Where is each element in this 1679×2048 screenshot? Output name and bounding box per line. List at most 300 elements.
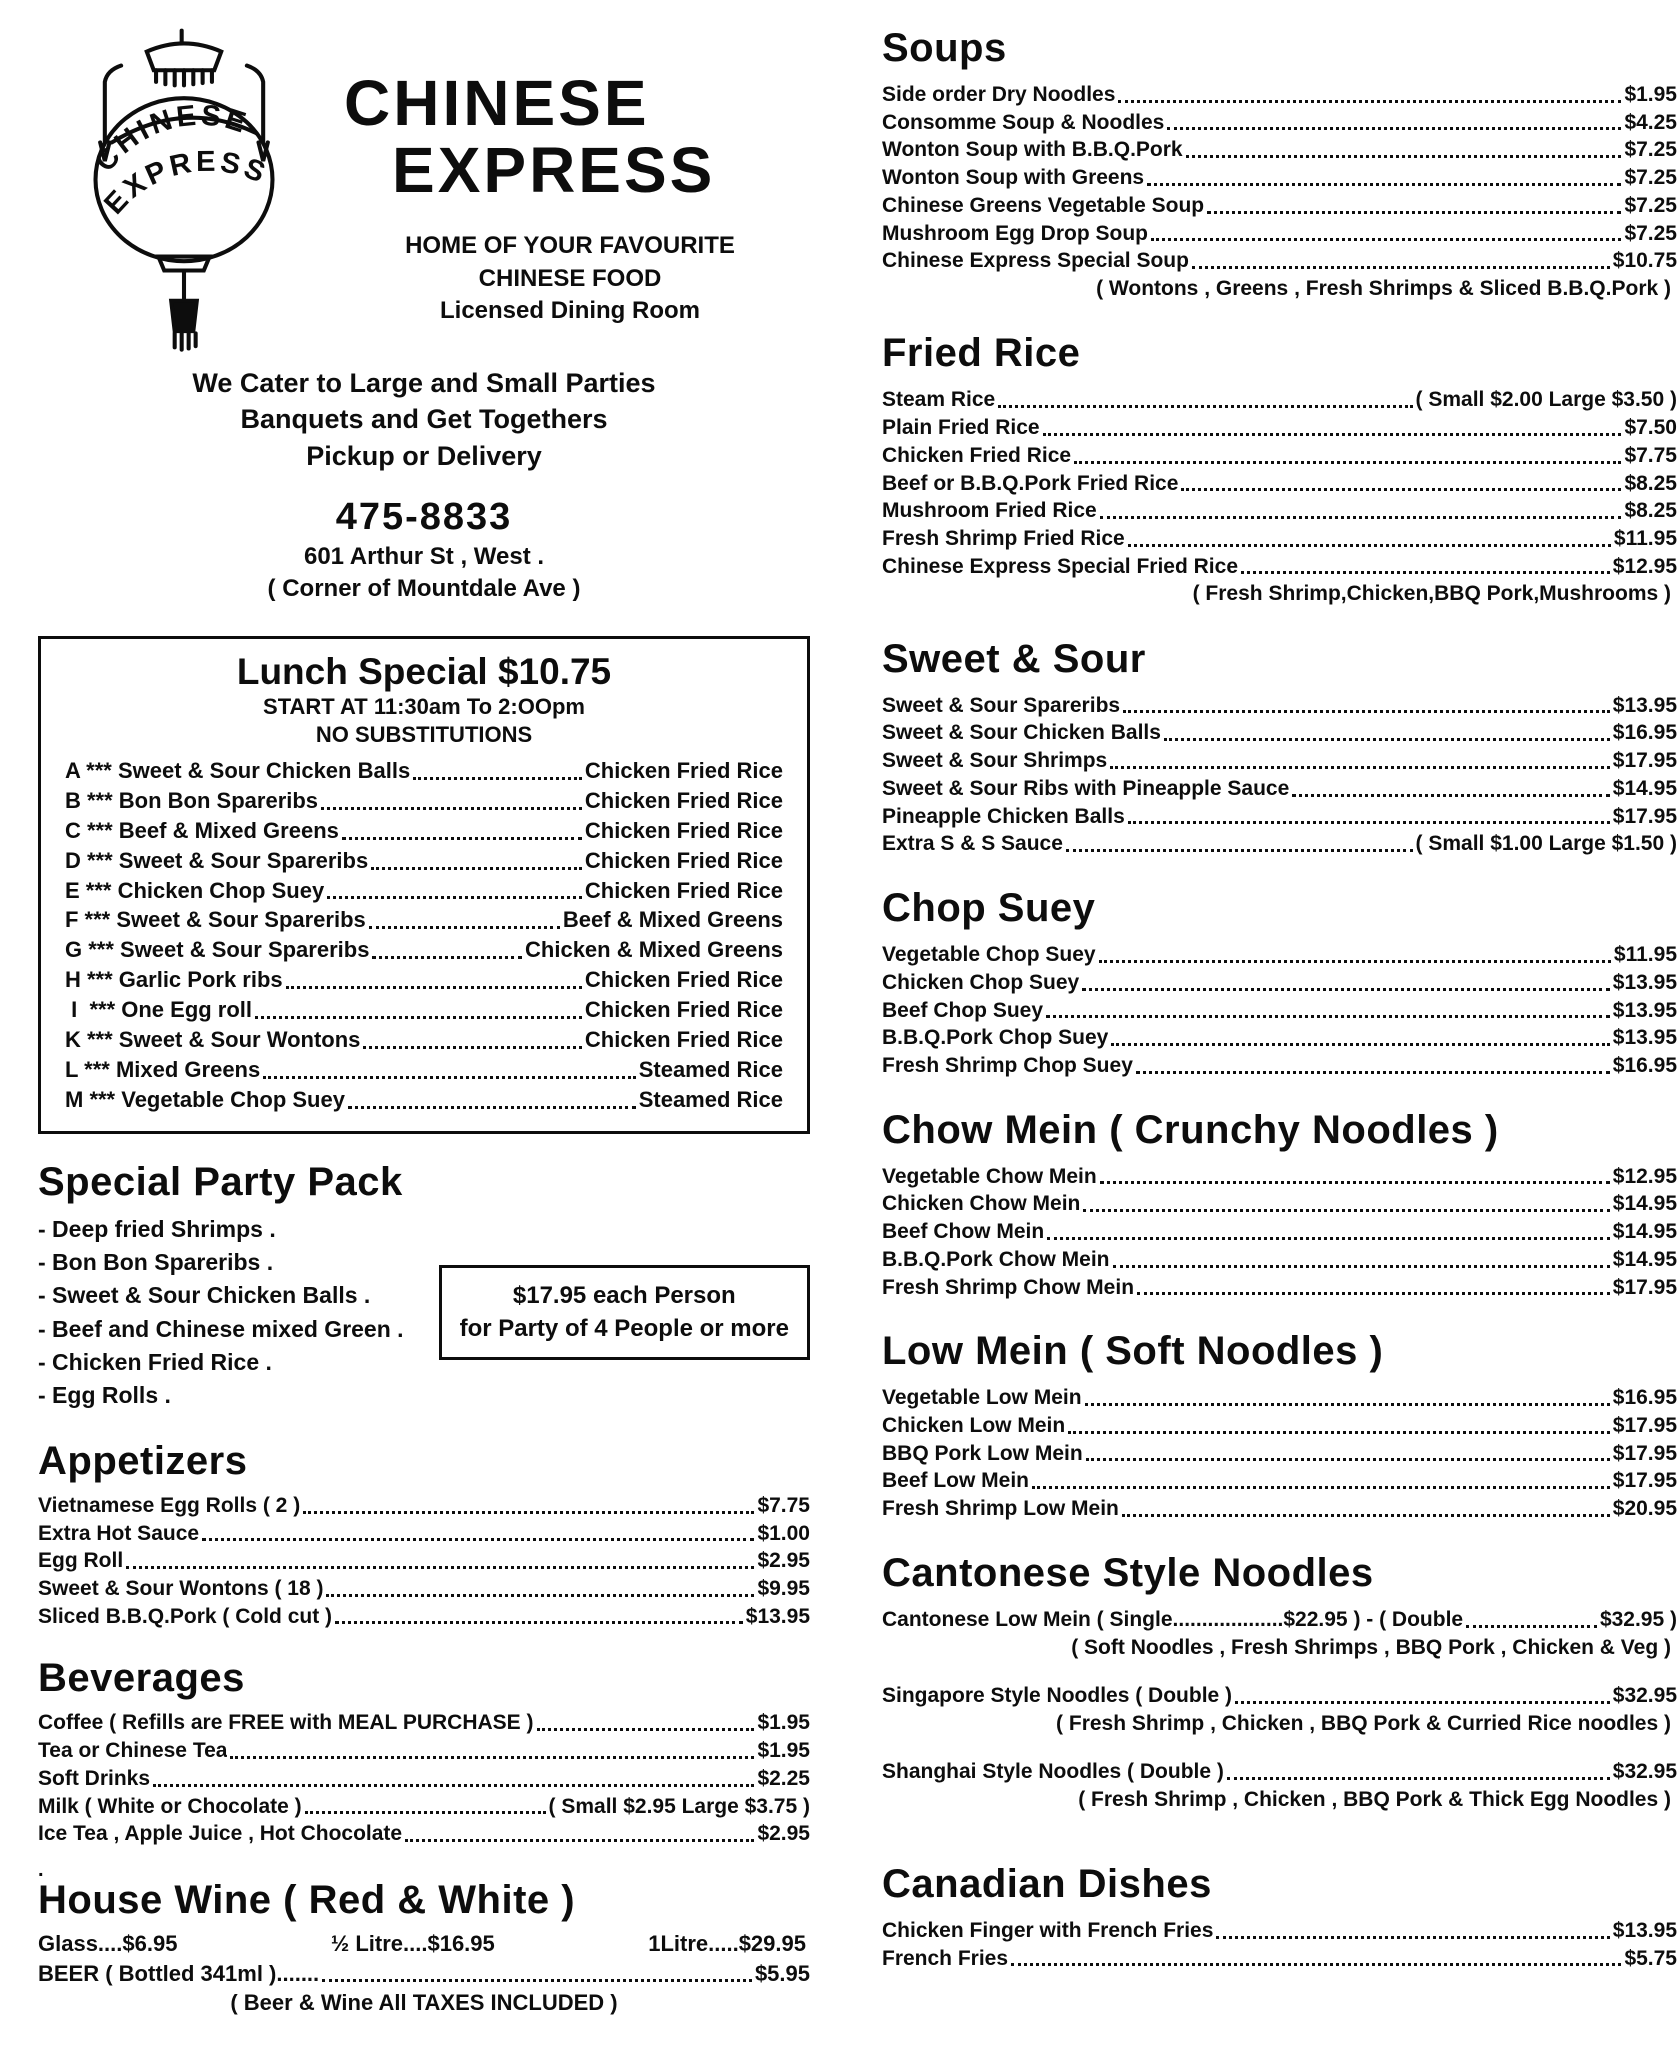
- lunch-special-box: [38, 636, 810, 1134]
- item-name: Sweet & Sour Shrimps: [882, 749, 1108, 773]
- dot-leader: [1207, 211, 1621, 214]
- logo-text-chinese: CHINESE: [88, 99, 253, 178]
- lunch-item: [65, 816, 783, 846]
- dot-leader: [202, 1538, 754, 1541]
- menu-item: [882, 81, 1677, 109]
- item-price: $7.25: [1624, 138, 1677, 162]
- lunch-item-label: D *** Sweet & Sour Spareribs: [65, 847, 369, 873]
- section-items: [882, 386, 1677, 608]
- item-name: Extra Hot Sauce: [38, 1521, 200, 1545]
- item-price: ( Small $2.95 Large $3.75 ): [548, 1794, 810, 1818]
- menu-item: [882, 719, 1677, 747]
- menu-item-line: [882, 1246, 1677, 1274]
- dot-leader: [1216, 1936, 1609, 1939]
- dot-leader: [1047, 1237, 1610, 1240]
- section-items: [882, 81, 1677, 303]
- lunch-item-side: Chicken Fried Rice: [584, 967, 783, 993]
- menu-section: [882, 886, 1677, 1080]
- item-price: $1.95: [757, 1739, 810, 1763]
- dot-leader: [255, 1016, 582, 1019]
- item-price: $17.95: [1612, 1441, 1677, 1465]
- dot-leader: [342, 837, 582, 840]
- menu-item-line: [38, 1520, 810, 1548]
- item-price: $7.25: [1624, 193, 1677, 217]
- lunch-item: [65, 1055, 783, 1085]
- item-price: $7.25: [1624, 221, 1677, 245]
- lunch-item-label: F *** Sweet & Sour Spareribs: [65, 907, 366, 933]
- party-pack-item: - Egg Rolls .: [38, 1382, 171, 1409]
- menu-item: [882, 1218, 1677, 1246]
- lunch-item: [65, 876, 783, 906]
- menu-item: [882, 1274, 1677, 1302]
- menu-item: [38, 1765, 810, 1793]
- menu-item: [882, 553, 1677, 609]
- menu-section: [882, 26, 1677, 303]
- dot-leader: [372, 956, 522, 959]
- menu-item: [882, 1412, 1677, 1440]
- beer-name: BEER ( Bottled 341ml ).......: [38, 1961, 320, 1986]
- menu-item-line: [882, 1190, 1677, 1218]
- menu-item-line: [882, 1917, 1677, 1945]
- item-name: Extra S & S Sauce: [882, 832, 1063, 856]
- lunch-item: [65, 995, 783, 1025]
- menu-item-line: [882, 830, 1677, 858]
- menu-item-line: [38, 1820, 810, 1848]
- dot-leader: [327, 896, 582, 899]
- dot-leader: [1083, 1209, 1609, 1212]
- item-price: $14.95: [1612, 1247, 1677, 1271]
- dot-leader: [405, 1839, 754, 1842]
- menu-section: [882, 1108, 1677, 1302]
- beverages-items: [38, 1709, 810, 1848]
- item-name: Tea or Chinese Tea: [38, 1739, 228, 1763]
- dot-leader: [322, 1979, 752, 1982]
- section-title: Sweet & Sour: [882, 636, 1146, 681]
- lantern-logo-icon: [38, 26, 330, 352]
- party-pack-item: - Beef and Chinese mixed Green .: [38, 1315, 404, 1342]
- dot-leader: [363, 1046, 582, 1049]
- menu-item: [882, 775, 1677, 803]
- item-name: B.B.Q.Pork Chow Mein: [882, 1247, 1110, 1271]
- menu-item-line: [882, 1024, 1677, 1052]
- dot-leader: [1122, 1514, 1610, 1517]
- lunch-item-side: Steamed Rice: [638, 1056, 783, 1082]
- brand-title-line2: EXPRESS: [392, 134, 716, 207]
- item-price: $14.95: [1612, 776, 1677, 800]
- item-name: Coffee ( Refills are FREE with MEAL PURCHASE ): [38, 1711, 534, 1735]
- menu-item-line: [38, 1737, 810, 1765]
- item-price: $17.95: [1612, 1469, 1677, 1493]
- item-price: $17.95: [1612, 1275, 1677, 1299]
- item-name: Mushroom Egg Drop Soup: [882, 221, 1148, 245]
- dot-leader: [1186, 155, 1622, 158]
- item-name: Consomme Soup & Noodles: [882, 110, 1165, 134]
- dot-leader: [1164, 738, 1610, 741]
- lunch-item: [65, 846, 783, 876]
- item-name: Wonton Soup with B.B.Q.Pork: [882, 138, 1183, 162]
- menu-item: [38, 1737, 810, 1765]
- catering-info: [38, 365, 810, 474]
- dot-leader: [335, 1621, 743, 1624]
- menu-item: [882, 109, 1677, 137]
- menu-item: [882, 941, 1677, 969]
- dot-leader: [1074, 461, 1621, 464]
- menu-item: [882, 1945, 1677, 1973]
- item-price: $32.95: [1612, 1759, 1677, 1783]
- menu-item-line: [882, 969, 1677, 997]
- party-pack-item: - Bon Bon Spareribs .: [38, 1249, 274, 1276]
- menu-item-line: [882, 803, 1677, 831]
- menu-item-line: [38, 1492, 810, 1520]
- lunch-item-side: Beef & Mixed Greens: [562, 907, 783, 933]
- dot-leader: [1123, 710, 1610, 713]
- lunch-item-side: Chicken Fried Rice: [584, 847, 783, 873]
- lunch-item-label: I *** One Egg roll: [65, 997, 253, 1023]
- item-price: $13.95: [1612, 998, 1677, 1022]
- item-name: Vegetable Low Mein: [882, 1386, 1082, 1410]
- lunch-special-note: NO SUBSTITUTIONS: [315, 722, 533, 748]
- lunch-item-label: G *** Sweet & Sour Spareribs: [65, 937, 370, 963]
- wine-litre-price: 1Litre.....$29.95: [648, 1931, 806, 1956]
- dot-leader: [1235, 1701, 1610, 1704]
- menu-item: [882, 1467, 1677, 1495]
- item-name: Beef Low Mein: [882, 1469, 1030, 1493]
- dot-leader: [998, 405, 1412, 408]
- menu-item: [882, 136, 1677, 164]
- lunch-item-label: B *** Bon Bon Spareribs: [65, 787, 319, 813]
- party-pack-item: - Sweet & Sour Chicken Balls .: [38, 1282, 371, 1309]
- item-name: Steam Rice: [882, 388, 996, 412]
- item-price: $11.95: [1613, 943, 1677, 967]
- menu-item-line: [882, 1412, 1677, 1440]
- dot-leader: [153, 1784, 754, 1787]
- item-price: $20.95: [1612, 1497, 1677, 1521]
- address: [38, 541, 810, 603]
- menu-item: [882, 1163, 1677, 1191]
- item-note: ( Fresh Shrimp , Chicken , BBQ Pork & Thick Egg Noodles ): [1078, 1787, 1671, 1811]
- menu-item-line: [882, 414, 1677, 442]
- item-name: Mushroom Fried Rice: [882, 499, 1097, 523]
- dot-leader: [413, 777, 582, 780]
- menu-item: [882, 470, 1677, 498]
- lunch-item: [65, 786, 783, 816]
- menu-item-line: [38, 1603, 810, 1631]
- menu-item-line: [882, 1218, 1677, 1246]
- item-name: BBQ Pork Low Mein: [882, 1441, 1083, 1465]
- dot-leader: [263, 1076, 635, 1079]
- item-name: Fresh Shrimp Chop Suey: [882, 1053, 1133, 1077]
- dot-leader: [1241, 571, 1610, 574]
- item-price: $10.75: [1612, 249, 1677, 273]
- menu-item: [38, 1793, 810, 1821]
- menu-item-line: [882, 192, 1677, 220]
- menu-item-line: [882, 747, 1677, 775]
- menu-item-line: [882, 497, 1677, 525]
- menu-section: [882, 331, 1677, 608]
- menu-item-line: [882, 719, 1677, 747]
- item-price: $2.95: [757, 1549, 810, 1573]
- item-price: $12.95: [1612, 1164, 1677, 1188]
- menu-section: [882, 637, 1677, 858]
- item-name: Side order Dry Noodles: [882, 83, 1116, 106]
- item-price: ( Small $2.00 Large $3.50 ): [1415, 388, 1677, 412]
- menu-item: [882, 247, 1677, 303]
- menu-item: [38, 1709, 810, 1737]
- item-name: Chinese Express Special Fried Rice: [882, 554, 1238, 578]
- phone-number: 475-8833: [335, 496, 513, 539]
- party-pack-price-box: [439, 1265, 810, 1360]
- section-title: Chow Mein ( Crunchy Noodles ): [882, 1107, 1499, 1152]
- menu-section: [882, 1862, 1677, 1972]
- menu-item-line: [882, 164, 1677, 192]
- item-price: ( Small $1.00 Large $1.50 ): [1415, 832, 1677, 856]
- menu-item-line: [38, 1709, 810, 1737]
- item-price: $8.25: [1624, 499, 1677, 523]
- item-name: Vietnamese Egg Rolls ( 2 ): [38, 1493, 301, 1517]
- dot-leader: [230, 1756, 754, 1759]
- dot-leader: [1113, 1265, 1610, 1268]
- lunch-item-side: Chicken Fried Rice: [584, 877, 783, 903]
- section-items: [882, 941, 1677, 1080]
- lunch-item: [65, 905, 783, 935]
- menu-item: [882, 969, 1677, 997]
- item-name: Sweet & Sour Wontons ( 18 ): [38, 1576, 324, 1600]
- dot-leader: [1111, 1043, 1609, 1046]
- dot-leader: [321, 807, 582, 810]
- dot-leader: [303, 1511, 754, 1514]
- dot-leader: [1066, 849, 1413, 852]
- menu-item-line: [882, 941, 1677, 969]
- beer-price: $5.95: [754, 1961, 810, 1986]
- lunch-item-side: Chicken Fried Rice: [584, 787, 783, 813]
- lunch-item: [65, 1025, 783, 1055]
- item-price: $14.95: [1612, 1192, 1677, 1216]
- lunch-item: [65, 756, 783, 786]
- menu-item: [38, 1492, 810, 1520]
- item-price: $32.95: [1612, 1683, 1677, 1707]
- menu-item: [882, 497, 1677, 525]
- dot-leader: [1110, 766, 1610, 769]
- lunch-item-label: K *** Sweet & Sour Wontons: [65, 1027, 361, 1053]
- menu-item: [882, 386, 1677, 414]
- lunch-special-hours: START AT 11:30am To 2:OOpm: [263, 693, 585, 719]
- brand-title-line1: CHINESE: [344, 67, 650, 139]
- item-price: $13.95: [745, 1604, 810, 1628]
- lunch-item-label: A *** Sweet & Sour Chicken Balls: [65, 757, 411, 783]
- menu-item: [882, 1384, 1677, 1412]
- menu-item-line: [38, 1547, 810, 1575]
- section-title: Low Mein ( Soft Noodles ): [882, 1329, 1384, 1374]
- menu-item-line: [38, 1765, 810, 1793]
- lunch-item-label: M *** Vegetable Chop Suey: [65, 1086, 345, 1112]
- item-price: $2.95: [757, 1822, 810, 1846]
- lunch-item-side: Steamed Rice: [638, 1086, 783, 1112]
- appetizers-items: [38, 1492, 810, 1631]
- item-note: ( Soft Noodles , Fresh Shrimps , BBQ Pork , Chicken & Veg ): [1071, 1635, 1671, 1659]
- menu-item-line: [882, 109, 1677, 137]
- menu-item: [882, 997, 1677, 1025]
- dot-leader: [371, 867, 582, 870]
- menu-item: [38, 1520, 810, 1548]
- item-price: $11.95: [1613, 526, 1677, 550]
- menu-item-line: [882, 525, 1677, 553]
- item-price: $14.95: [1612, 1220, 1677, 1244]
- menu-item: [882, 803, 1677, 831]
- item-name: Egg Roll: [38, 1549, 124, 1573]
- section-title: Soups: [882, 26, 1007, 70]
- house-wine-sizes: [38, 1931, 810, 1957]
- section-items: [882, 1606, 1677, 1814]
- menu-item: [882, 1052, 1677, 1080]
- house-wine-title: House Wine ( Red & White ): [38, 1878, 576, 1922]
- taxes-note: ( Beer & Wine All TAXES INCLUDED ): [230, 1990, 618, 2016]
- dot-leader: [348, 1106, 636, 1109]
- dot-leader: [1085, 1403, 1610, 1406]
- menu-item-line: [882, 692, 1677, 720]
- item-price: $32.95 ): [1599, 1607, 1677, 1631]
- item-name: Shanghai Style Noodles ( Double ): [882, 1759, 1224, 1783]
- item-price: $13.95: [1612, 693, 1677, 717]
- party-pack-item: - Chicken Fried Rice .: [38, 1349, 272, 1376]
- lunch-item-label: H *** Garlic Pork ribs: [65, 967, 283, 993]
- item-name: Vegetable Chow Mein: [882, 1164, 1097, 1188]
- item-price: $9.95: [757, 1576, 810, 1600]
- menu-item-line: [882, 220, 1677, 248]
- item-name: Milk ( White or Chocolate ): [38, 1794, 302, 1818]
- lunch-item-side: Chicken Fried Rice: [584, 817, 783, 843]
- item-name: Beef or B.B.Q.Pork Fried Rice: [882, 471, 1179, 495]
- dot-leader: [1100, 516, 1622, 519]
- dot-leader: [1137, 1292, 1610, 1295]
- logo-text-express: EXPRESS: [98, 145, 273, 221]
- dot-leader: [1099, 960, 1611, 963]
- dot-leader: [1118, 100, 1621, 103]
- item-name: Beef Chow Mein: [882, 1220, 1045, 1244]
- menu-item-line: [882, 1606, 1677, 1634]
- dot-leader: [1068, 1431, 1610, 1434]
- item-name: Cantonese Low Mein ( Single...................$22.95 ) - ( Double: [882, 1607, 1464, 1631]
- menu-item-line: [882, 81, 1677, 109]
- dot-leader: [326, 1594, 754, 1597]
- item-name: B.B.Q.Pork Chop Suey: [882, 1026, 1109, 1050]
- menu-item: [38, 1603, 810, 1631]
- item-name: Chicken Fried Rice: [882, 443, 1072, 467]
- item-note: ( Fresh Shrimp,Chicken,BBQ Pork,Mushrooms ): [1192, 582, 1671, 606]
- item-name: Sweet & Sour Ribs with Pineapple Sauce: [882, 776, 1290, 800]
- menu-item-line: [38, 1575, 810, 1603]
- section-title: Chop Suey: [882, 886, 1096, 931]
- item-price: $1.95: [757, 1711, 810, 1735]
- lunch-special-items: [65, 756, 783, 1115]
- item-price: $17.95: [1612, 1413, 1677, 1437]
- menu-item: [882, 692, 1677, 720]
- catering-line-1: We Cater to Large and Small Parties: [192, 368, 656, 398]
- lunch-item-label: E *** Chicken Chop Suey: [65, 877, 325, 903]
- item-name: Sliced B.B.Q.Pork ( Cold cut ): [38, 1604, 333, 1628]
- menu-item-line: [882, 1052, 1677, 1080]
- item-name: French Fries: [882, 1946, 1009, 1970]
- dot-leader: [1167, 127, 1621, 130]
- item-name: Chicken Low Mein: [882, 1413, 1066, 1437]
- stray-mark: .: [38, 1859, 44, 1881]
- dot-leader: [1100, 1181, 1610, 1184]
- section-title: Fried Rice: [882, 331, 1081, 376]
- tagline-food: CHINESE FOOD: [478, 264, 662, 292]
- menu-item-line: [882, 1440, 1677, 1468]
- party-pack-item: - Deep fried Shrimps .: [38, 1215, 276, 1242]
- dot-leader: [126, 1566, 754, 1569]
- dot-leader: [1128, 821, 1610, 824]
- menu-item: [882, 220, 1677, 248]
- section-title: Canadian Dishes: [882, 1862, 1212, 1907]
- item-price: $2.25: [757, 1766, 810, 1790]
- menu-item-line: [882, 1274, 1677, 1302]
- item-name: Fresh Shrimp Chow Mein: [882, 1275, 1135, 1299]
- dot-leader: [1181, 488, 1621, 491]
- catering-line-2: Banquets and Get Togethers: [240, 404, 608, 435]
- party-pack-list: [38, 1213, 421, 1413]
- dot-leader: [1466, 1625, 1597, 1628]
- menu-item: [882, 1024, 1677, 1052]
- item-price: $4.25: [1624, 110, 1677, 134]
- dot-leader: [1046, 1015, 1610, 1018]
- section-title: Cantonese Style Noodles: [882, 1550, 1374, 1595]
- menu-item: [882, 414, 1677, 442]
- item-name: Sweet & Sour Spareribs: [882, 693, 1121, 717]
- item-price: $16.95: [1612, 721, 1677, 745]
- dot-leader: [1292, 794, 1610, 797]
- menu-left-column: [38, 26, 810, 2016]
- item-name: Chicken Finger with French Fries: [882, 1919, 1214, 1943]
- item-name: Plain Fried Rice: [882, 416, 1040, 440]
- menu-item-line: [882, 442, 1677, 470]
- item-name: Pineapple Chicken Balls: [882, 804, 1125, 828]
- menu-item: [882, 747, 1677, 775]
- item-price: $1.95: [1624, 83, 1677, 106]
- section-items: [882, 692, 1677, 858]
- lunch-item: [65, 965, 783, 995]
- address-corner: ( Corner of Mountdale Ave ): [267, 574, 581, 602]
- menu-item-line: [882, 1495, 1677, 1523]
- menu-item-line: [882, 997, 1677, 1025]
- dot-leader: [1082, 988, 1610, 991]
- menu-item-line: [38, 1793, 810, 1821]
- lunch-item-label: C *** Beef & Mixed Greens: [65, 817, 339, 843]
- menu-item: [882, 164, 1677, 192]
- lunch-item-label: L *** Mixed Greens: [65, 1056, 261, 1082]
- item-price: $7.75: [1624, 443, 1677, 467]
- item-price: $16.95: [1612, 1053, 1677, 1077]
- item-price: $13.95: [1612, 1919, 1677, 1943]
- item-price: $7.75: [757, 1493, 810, 1517]
- section-items: [882, 1917, 1677, 1972]
- lunch-item-side: Chicken Fried Rice: [584, 997, 783, 1023]
- item-note: ( Wontons , Greens , Fresh Shrimps & Sliced B.B.Q.Pork ): [1096, 277, 1671, 301]
- lunch-special-title: Lunch Special $10.75: [236, 650, 612, 692]
- catering-line-3: Pickup or Delivery: [306, 440, 542, 471]
- dot-leader: [305, 1811, 546, 1814]
- tagline-home: HOME OF YOUR FAVOURITE: [405, 232, 735, 260]
- taglines: [344, 230, 796, 327]
- item-price: $17.95: [1612, 749, 1677, 773]
- item-name: Soft Drinks: [38, 1766, 151, 1790]
- menu-item-line: [882, 775, 1677, 803]
- dot-leader: [1128, 544, 1611, 547]
- menu-item: [882, 1246, 1677, 1274]
- item-price: $1.00: [757, 1521, 810, 1545]
- item-name: Beef Chop Suey: [882, 998, 1044, 1022]
- menu-item-line: [882, 470, 1677, 498]
